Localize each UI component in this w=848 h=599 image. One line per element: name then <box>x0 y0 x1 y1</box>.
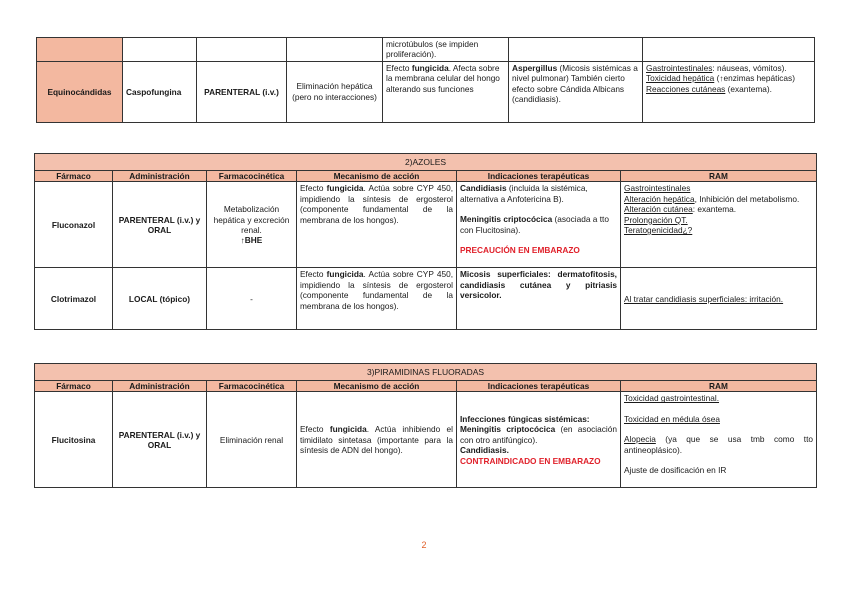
pk-cell: Metabolización hepática y excreción renal. ↑BHE <box>207 182 297 268</box>
ram-cell: Gastrointestinales Alteración hepática, Inhibición del metabolismo. Alteración cutánea: exantema. Prolongación QT. Teratogenicidad¿? <box>621 182 817 268</box>
table-row <box>35 268 817 330</box>
ram-cell: Gastrointestinales: náuseas, vómitos). Toxicidad hepática (↑enzimas hepáticas) Reacciones cutáneas (exantema). <box>643 61 815 122</box>
pk-cell: Eliminación renal <box>207 392 297 488</box>
col-header: Indicaciones terapéuticas <box>457 381 621 392</box>
admin-cell: LOCAL (tópico) <box>113 268 207 330</box>
previous-row <box>37 38 815 62</box>
col-header: Administración <box>113 381 207 392</box>
drug-cell: Caspofungina <box>123 61 197 122</box>
indications-cell: Candidiasis (incluida la sistémica, alternativa a Anfotericina B). Meningitis criptocócica (asociada a tto con Flucitosina). PRECAUCIÓN EN EMBARAZO <box>457 182 621 268</box>
col-header: Farmacocinética <box>207 171 297 182</box>
page-number: 2 <box>421 540 427 550</box>
col-header: RAM <box>621 171 817 182</box>
section-title: 3)PIRAMIDINAS FLUORADAS <box>35 364 817 381</box>
mechanism-cell: Efecto fungicida. Afecta sobre la membrana celular del hongo alterando sus funciones <box>383 61 509 122</box>
indications-cell: Aspergillus (Micosis sistémicas a nivel pulmonar) También cierto efecto sobre Cándida Albicans (candidiasis). <box>509 61 643 122</box>
section-title: 2)AZOLES <box>35 154 817 171</box>
prev-mechanism-cell: microtúbulos (se impiden proliferación). <box>383 38 509 62</box>
table-row <box>37 61 815 122</box>
indications-cell: Infecciones fúngicas sistémicas: Meningitis criptocócica (en asociación con otro antifúngico). Candidiasis. CONTRAINDICADO EN EMBARAZO <box>457 392 621 488</box>
col-header: Mecanismo de acción <box>297 171 457 182</box>
ram-cell: Al tratar candidiasis superficiales: irritación. <box>621 268 817 330</box>
col-header: Indicaciones terapéuticas <box>457 171 621 182</box>
drug-cell: Clotrimazol <box>35 268 113 330</box>
group-cell: Equinocándidas <box>37 61 123 122</box>
ram-cell: Toxicidad gastrointestinal. Toxicidad en médula ósea Alopecia (ya que se usa tmb como tto antineoplásico). Ajuste de dosificación en IR <box>621 392 817 488</box>
drug-cell: Fluconazol <box>35 182 113 268</box>
pk-cell: - <box>207 268 297 330</box>
col-header: RAM <box>621 381 817 392</box>
equinocandinas-table <box>36 37 815 123</box>
mechanism-cell: Efecto fungicida. Actúa inhibiendo el timidilato sintetasa (importante para la síntesis de ADN del hongo). <box>297 392 457 488</box>
table-row <box>35 392 817 488</box>
col-header: Mecanismo de acción <box>297 381 457 392</box>
admin-cell: PARENTERAL (i.v.) y ORAL <box>113 392 207 488</box>
col-header: Fármaco <box>35 171 113 182</box>
table-row <box>35 182 817 268</box>
header-row <box>35 171 817 182</box>
col-header: Fármaco <box>35 381 113 392</box>
azoles-table <box>34 153 817 330</box>
col-header: Farmacocinética <box>207 381 297 392</box>
drug-cell: Flucitosina <box>35 392 113 488</box>
mechanism-cell: Efecto fungicida. Actúa sobre CYP 450, impidiendo la síntesis de ergosterol (componente fundamental de la membrana de los hongos). <box>297 182 457 268</box>
indications-cell: Micosis superficiales: dermatofitosis, candidiasis cutánea y pitriasis versicolor. <box>457 268 621 330</box>
pk-cell: Eliminación hepática (pero no interacciones) <box>287 61 383 122</box>
col-header: Administración <box>113 171 207 182</box>
admin-cell: PARENTERAL (i.v.) <box>197 61 287 122</box>
pirimidinas-table <box>34 363 817 488</box>
header-row <box>35 381 817 392</box>
mechanism-cell: Efecto fungicida. Actúa sobre CYP 450, impidiendo la síntesis de ergosterol (componente fundamental de la membrana de los hongos). <box>297 268 457 330</box>
admin-cell: PARENTERAL (i.v.) y ORAL <box>113 182 207 268</box>
